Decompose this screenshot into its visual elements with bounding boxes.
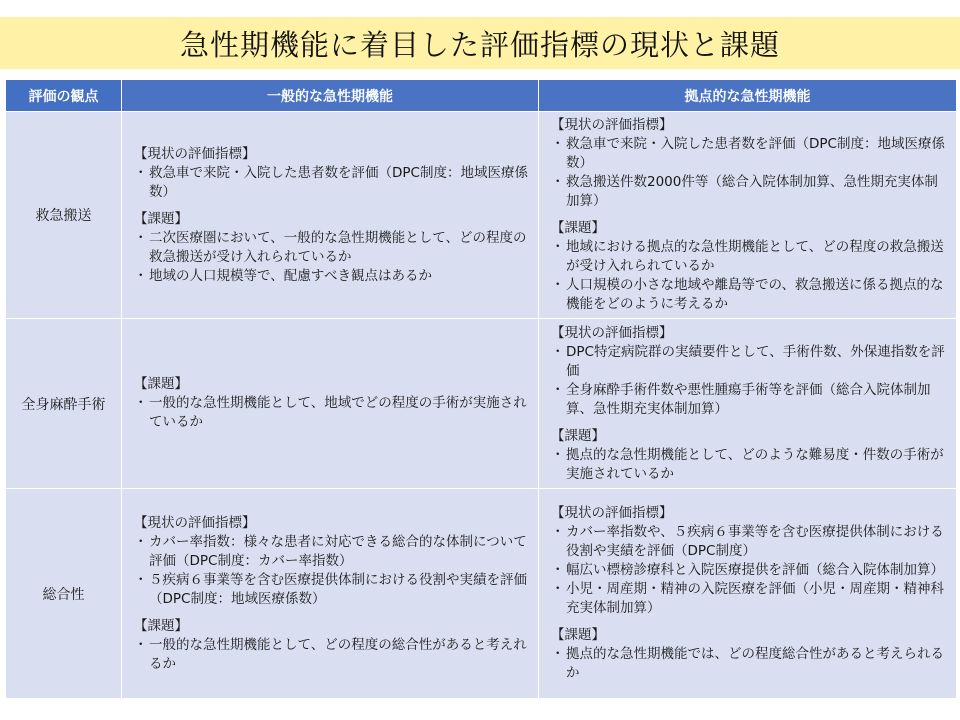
bullet-list — [551, 446, 946, 484]
hub-cell — [539, 319, 957, 489]
section — [551, 116, 946, 211]
section — [551, 427, 946, 484]
section — [551, 626, 946, 683]
bullet-list — [551, 135, 946, 211]
list-item: ・ 二次医療圏において、一般的な急性期機能として、どの程度の救急搬送が受け入れられているか — [134, 229, 528, 267]
section — [134, 375, 528, 432]
list-item: ・ 拠点的な急性期機能として、どのような難易度・件数の手術が実施されているか — [551, 446, 946, 484]
list-item: ・ 地域における拠点的な急性期機能として、どの程度の救急搬送が受け入れられているか — [551, 238, 946, 276]
bullet-list — [551, 238, 946, 314]
bullet-list — [134, 229, 528, 286]
table-row — [6, 489, 957, 699]
bullet-list — [134, 394, 528, 432]
viewpoint-cell: 総合性 — [6, 489, 122, 699]
viewpoint-cell: 全身麻酔手術 — [6, 319, 122, 489]
section-heading: 【課題】 — [551, 627, 605, 643]
header-general: 一般的な急性期機能 — [122, 80, 539, 112]
table-row — [6, 319, 957, 489]
section-heading: 【現状の評価指標】 — [134, 514, 256, 531]
list-item: ・ 救急車で来院・入院した患者数を評価（DPC制度：地域医療係数） — [551, 135, 946, 173]
list-item: ・ 拠点的な急性期機能では、どの程度総合性があると考えられるか — [551, 645, 946, 683]
general-cell — [122, 319, 539, 489]
bullet-list — [551, 645, 946, 683]
list-item: ・ 救急車で来院・入院した患者数を評価（DPC制度：地域医療係数） — [134, 164, 528, 202]
section — [134, 514, 528, 609]
section-heading: 【課題】 — [134, 617, 188, 634]
section-heading: 【現状の評価指標】 — [551, 505, 673, 521]
list-item: ・ 地域の人口規模等で、配慮すべき観点はあるか — [134, 267, 528, 286]
section-heading: 【現状の評価指標】 — [551, 324, 673, 341]
list-item: ・ 救急搬送件数2000件等（総合入院体制加算、急性期充実体制加算） — [551, 173, 946, 211]
section-heading: 【現状の評価指標】 — [134, 145, 256, 162]
section-heading: 【課題】 — [551, 427, 605, 444]
list-item: ・ 一般的な急性期機能として、どの程度の総合性があると考えれるか — [134, 636, 528, 674]
bullet-list — [134, 636, 528, 674]
section — [551, 219, 946, 314]
hub-cell — [539, 112, 957, 319]
list-item: ・ 人口規模の小さな地域や離島等での、救急搬送に係る拠点的な機能をどのように考えるか — [551, 276, 946, 314]
header-row — [6, 80, 957, 112]
general-cell — [122, 489, 539, 699]
section-heading: 【課題】 — [551, 220, 605, 236]
bullet-list — [134, 533, 528, 609]
section — [134, 617, 528, 674]
section — [134, 210, 528, 286]
viewpoint-cell: 救急搬送 — [6, 112, 122, 319]
bullet-list — [134, 164, 528, 202]
section — [134, 145, 528, 202]
page-title: 急性期機能に着目した評価指標の現状と課題 — [179, 27, 780, 62]
evaluation-table — [5, 79, 957, 699]
bullet-list — [551, 523, 946, 618]
table-row — [6, 112, 957, 319]
list-item: ・ ５疾病６事業等を含む医療提供体制における役割や実績を評価（DPC制度：地域医療係数） — [134, 571, 528, 609]
hub-cell — [539, 489, 957, 699]
section-heading: 【課題】 — [134, 376, 188, 392]
general-cell — [122, 112, 539, 319]
section — [551, 504, 946, 618]
header-hub: 拠点的な急性期機能 — [539, 80, 957, 112]
list-item: ・ カバー率指数：様々な患者に対応できる総合的な体制について評価（DPC制度：カバー率指数） — [134, 533, 528, 571]
bullet-list — [551, 343, 946, 419]
section — [551, 324, 946, 419]
list-item: ・ 一般的な急性期機能として、地域でどの程度の手術が実施されているか — [134, 394, 528, 432]
list-item: ・ 幅広い標榜診療科と入院医療提供を評価（総合入院体制加算） — [551, 561, 946, 580]
section-heading: 【現状の評価指標】 — [551, 117, 673, 133]
list-item: ・ DPC特定病院群の実績要件として、手術件数、外保連指数を評価 — [551, 343, 946, 381]
list-item: ・ 小児・周産期・精神の入院医療を評価（小児・周産期・精神科充実体制加算） — [551, 580, 946, 618]
list-item: ・ 全身麻酔手術件数や悪性腫瘍手術等を評価（総合入院体制加算、急性期充実体制加算） — [551, 381, 946, 419]
header-viewpoint: 評価の観点 — [6, 80, 122, 112]
title-banner — [0, 17, 960, 69]
list-item: ・ カバー率指数や、５疾病６事業等を含む医療提供体制における役割や実績を評価（DPC制度） — [551, 523, 946, 561]
section-heading: 【課題】 — [134, 210, 188, 227]
